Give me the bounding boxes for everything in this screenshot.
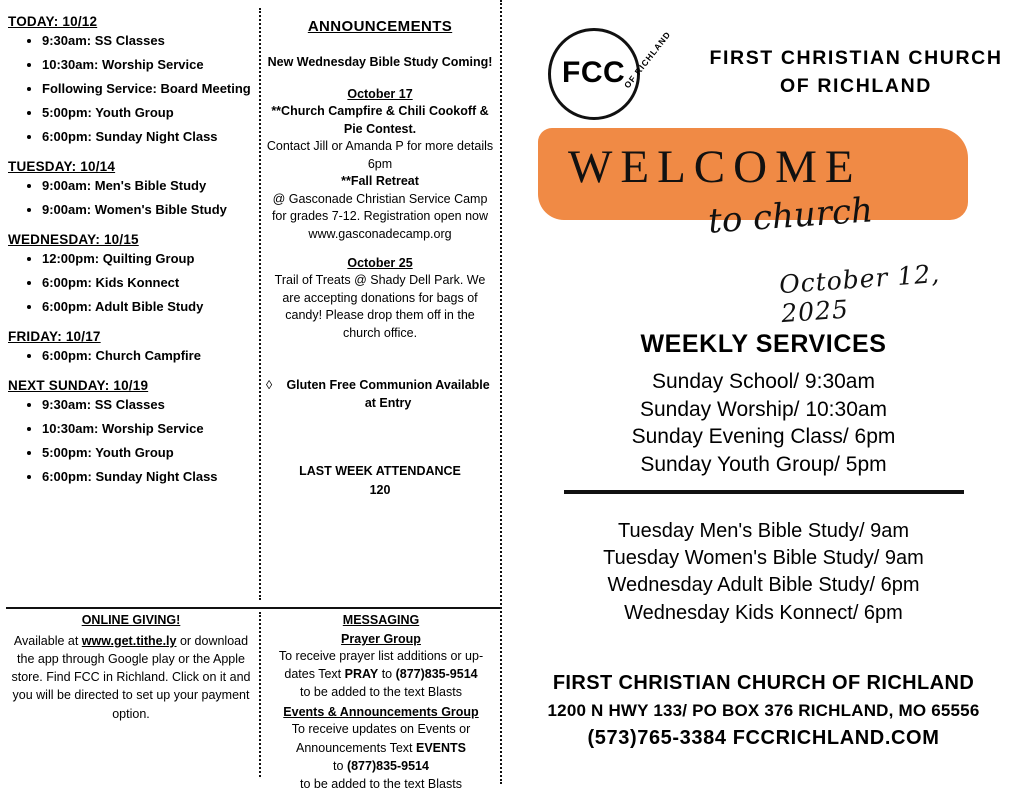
weekly-services-secondary (512, 518, 1015, 627)
list-item: • 9:30am: SS Classes (42, 34, 256, 47)
divider-bottom (259, 612, 261, 777)
spacer (266, 243, 494, 256)
prayer-line-2: to be added to the text Blasts (300, 685, 462, 700)
schedule-column (8, 14, 256, 499)
announcements-intro: New Wednesday Bible Study Coming! (267, 55, 493, 69)
announcement-line: Trail of Treats @ Shady Dell Park. We are accepting donations for bags of candy! Please drop them off in the church office. (274, 273, 486, 340)
list-item: • 6:00pm: Church Campfire (42, 349, 256, 362)
announcement-entry (266, 256, 494, 342)
list-item: • 5:00pm: Youth Group (42, 446, 256, 459)
logo-arc-text: OF RICHLAND (622, 29, 673, 91)
announcement-date: October 17 (347, 87, 413, 102)
announcement-line: **Fall Retreat (341, 174, 419, 189)
schedule-list (8, 252, 256, 313)
prayer-group-heading: Prayer Group (341, 632, 421, 646)
announcement-line: @ Gasconade Christian Service Camp for grades 7-12. Registration open now (271, 191, 489, 224)
events-group-text (266, 720, 496, 756)
events-line-2: to be added to the text Blasts (300, 776, 462, 791)
online-giving-text (8, 632, 254, 723)
announcement-line: **Church Campfire & Chili Cookoff & Pie Contest. (271, 104, 489, 136)
messaging-heading: MESSAGING (342, 613, 420, 627)
service-item: Tuesday Men's Bible Study/ 9am (618, 520, 909, 542)
service-item: Sunday Youth Group/ 5pm (640, 453, 887, 477)
schedule-group (8, 159, 256, 216)
footer-church-name: FIRST CHRISTIAN CHURCH OF RICHLAND (552, 672, 975, 694)
prayer-number[interactable]: (877)835-9514 (395, 667, 478, 682)
prayer-line-1: To receive prayer list additions or up-dates Text (278, 649, 484, 682)
events-group-heading: Events & Announcements Group (283, 705, 479, 720)
list-item: • 6:00pm: Sunday Night Class (42, 470, 256, 483)
weekly-services-title: WEEKLY SERVICES (640, 330, 887, 358)
attendance-block (266, 462, 494, 500)
bulletin-date: October 12, 2025 (778, 259, 941, 329)
horizontal-rule (6, 607, 501, 609)
list-item: • 10:30am: Worship Service (42, 422, 256, 435)
list-item: • 5:00pm: Youth Group (42, 106, 256, 119)
schedule-group (8, 378, 256, 483)
list-item: • Following Service: Board Meeting (42, 82, 256, 95)
list-item: • 10:30am: Worship Service (42, 58, 256, 71)
gluten-free-text: Gluten Free Communion Available at Entry (286, 378, 490, 411)
list-item: • 6:00pm: Sunday Night Class (42, 130, 256, 143)
list-item: • 9:00am: Women's Bible Study (42, 203, 256, 216)
giving-text-post: or download the app through Google play or the Apple store. Find FCC in Richland. Click on it and you will be directed to set up your payment option. (11, 634, 251, 721)
messaging-block (266, 613, 496, 793)
divider-left (259, 8, 261, 600)
service-item: Wednesday Adult Bible Study/ 6pm (607, 574, 920, 597)
list-item: • 9:30am: SS Classes (42, 398, 256, 411)
list-item: • 6:00pm: Adult Bible Study (42, 300, 256, 313)
footer-contact[interactable]: (573)765-3384 FCCRICHLAND.COM (587, 727, 940, 749)
announcement-date: October 25 (347, 256, 413, 271)
service-item: Sunday Worship/ 10:30am (639, 397, 888, 421)
schedule-heading: NEXT SUNDAY: 10/19 (8, 378, 149, 393)
footer-address: 1200 N HWY 133/ PO BOX 376 RICHLAND, MO 65556 (547, 701, 980, 720)
gluten-free-note (266, 376, 494, 412)
page-footer (512, 672, 1015, 750)
brand-header (536, 26, 1006, 126)
giving-text-pre: Available at (13, 634, 82, 648)
schedule-group (8, 14, 256, 143)
prayer-mid: to (378, 667, 396, 682)
section-divider (564, 490, 964, 494)
online-giving-block (8, 613, 254, 723)
events-keyword: EVENTS (415, 740, 466, 755)
events-number[interactable]: (877)835-9514 (346, 758, 429, 773)
announcements-column (266, 18, 494, 500)
welcome-heading: WELCOME (568, 141, 862, 193)
events-mid: to (333, 758, 347, 773)
weekly-services-primary (512, 368, 1015, 479)
schedule-heading: TODAY: 10/12 (8, 14, 98, 29)
list-item: • 6:00pm: Kids Konnect (42, 276, 256, 289)
service-item: Sunday School/ 9:30am (652, 370, 875, 393)
church-name: FIRST CHRISTIAN CHURCH OF RICHLAND (709, 47, 1003, 98)
diamond-icon: ◊ (266, 378, 273, 393)
prayer-keyword: PRAY (344, 667, 379, 682)
attendance-label: LAST WEEK ATTENDANCE (299, 464, 461, 479)
schedule-list (8, 398, 256, 483)
service-item: Sunday Evening Class/ 6pm (631, 425, 896, 449)
schedule-list (8, 179, 256, 216)
welcome-script-text: to church (706, 190, 875, 242)
announcement-entry (266, 87, 494, 243)
schedule-heading: FRIDAY: 10/17 (8, 329, 101, 344)
service-item: Wednesday Kids Konnect/ 6pm (624, 601, 903, 624)
events-number-line (266, 757, 496, 775)
schedule-heading: WEDNESDAY: 10/15 (8, 232, 139, 247)
schedule-group (8, 329, 256, 362)
list-item: • 9:00am: Men's Bible Study (42, 179, 256, 192)
events-line-1: To receive updates on Events or Announcements Text (291, 722, 471, 755)
announcement-line: Contact Jill or Amanda P for more details (266, 139, 494, 154)
announcement-link[interactable]: www.gasconadecamp.org (308, 226, 452, 241)
schedule-heading: TUESDAY: 10/14 (8, 159, 116, 174)
prayer-group-text (266, 647, 496, 683)
announcement-line: 6pm (367, 156, 393, 171)
schedule-list (8, 349, 256, 362)
schedule-group (8, 232, 256, 313)
schedule-list (8, 34, 256, 143)
welcome-panel (512, 0, 1015, 784)
service-item: Tuesday Women's Bible Study/ 9am (603, 547, 924, 570)
giving-link[interactable]: www.get.tithe.ly (81, 634, 177, 648)
announcements-title: ANNOUNCEMENTS (307, 18, 453, 35)
logo-text: FCC (562, 56, 626, 89)
attendance-value: 120 (369, 483, 391, 498)
list-item: • 12:00pm: Quilting Group (42, 252, 256, 265)
online-giving-heading: ONLINE GIVING! (81, 613, 181, 627)
